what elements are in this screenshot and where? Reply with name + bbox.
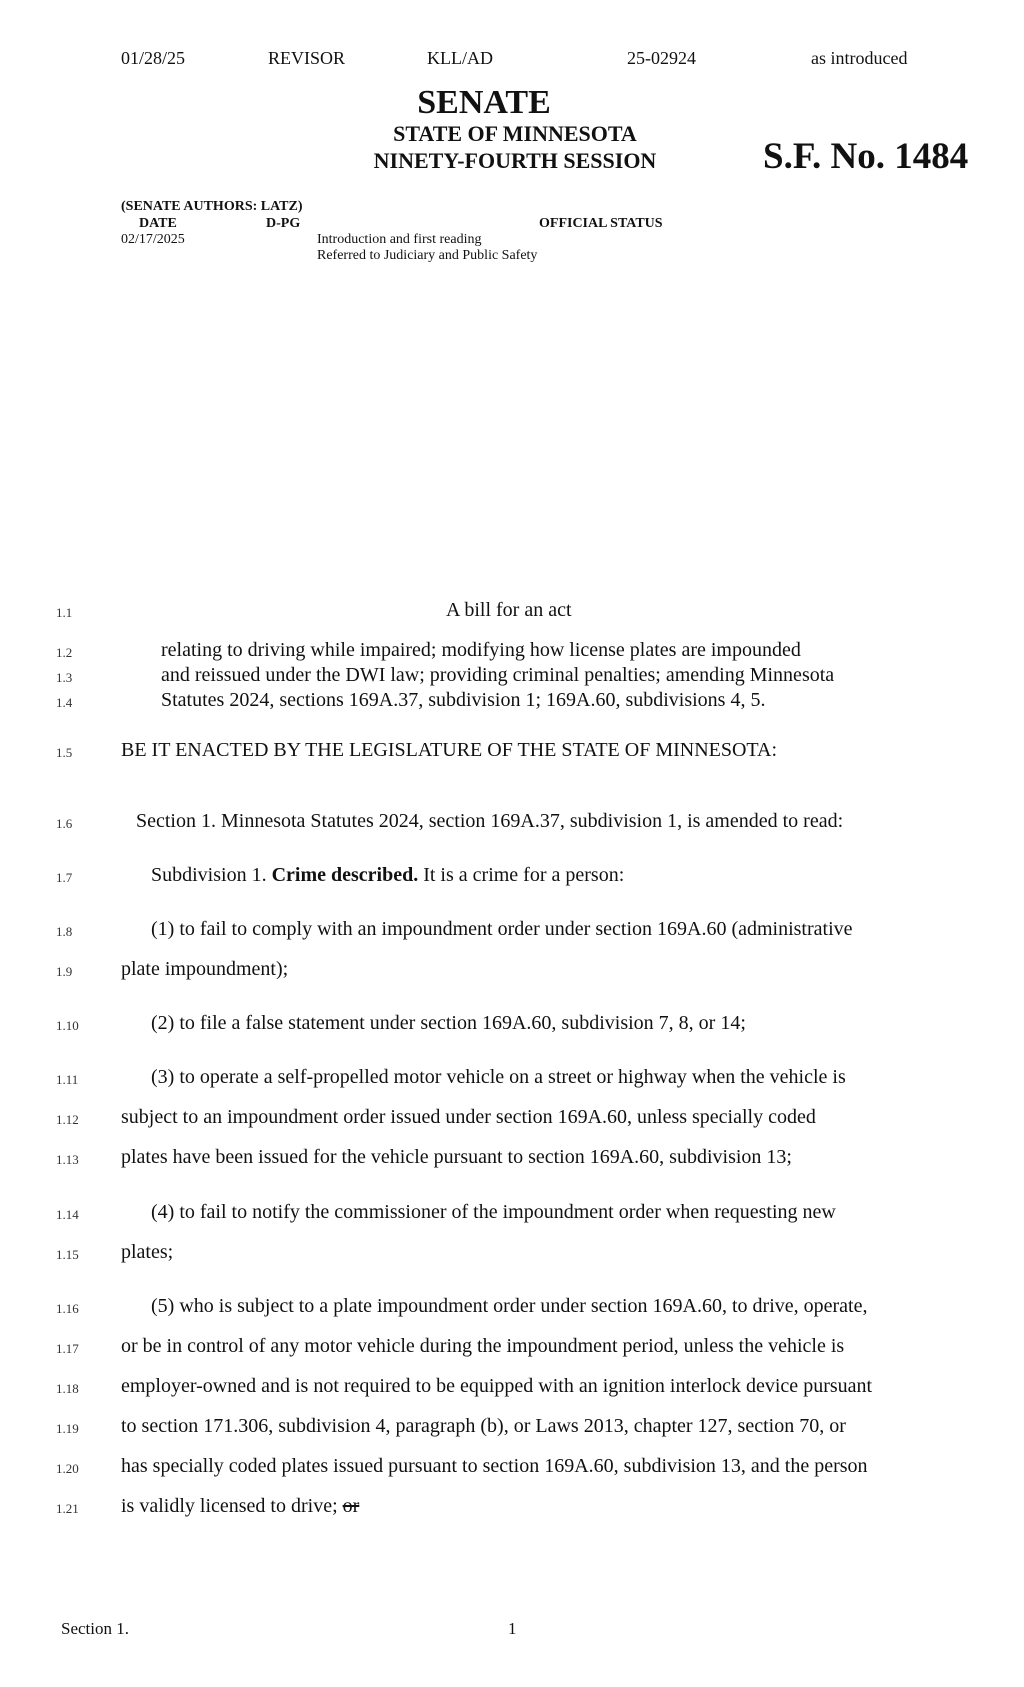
body-line: employer-owned and is not required to be equipped with an ignition interlock device pursuant bbox=[121, 1375, 873, 1397]
line-number: 1.18 bbox=[56, 1381, 79, 1396]
line-number: 1.14 bbox=[56, 1207, 79, 1222]
body-line: plate impoundment); bbox=[121, 958, 289, 980]
line-number: 1.9 bbox=[56, 964, 73, 979]
line-number: 1.7 bbox=[56, 870, 73, 885]
body-line: subject to an impoundment order issued under section 169A.60, unless specially coded bbox=[121, 1106, 816, 1128]
bill-number: S.F. No. 1484 bbox=[763, 136, 969, 177]
header-revisor: REVISOR bbox=[268, 48, 346, 68]
body-line bbox=[121, 1495, 359, 1518]
body-line: or be in control of any motor vehicle during the impoundment period, unless the vehicle is bbox=[121, 1335, 845, 1357]
header-date: 01/28/25 bbox=[121, 48, 186, 68]
senate-authors: (SENATE AUTHORS: LATZ) bbox=[121, 199, 303, 214]
subdivision-title: Crime described. bbox=[271, 864, 419, 886]
col-date: DATE bbox=[139, 216, 177, 231]
state-title: STATE OF MINNESOTA bbox=[393, 121, 637, 146]
senate-title: SENATE bbox=[417, 84, 551, 121]
col-official-status: OFFICIAL STATUS bbox=[539, 216, 663, 231]
line-number: 1.15 bbox=[56, 1247, 79, 1262]
body-line: (1) to fail to comply with an impoundment order under section 169A.60 (administrative bbox=[151, 918, 853, 940]
line-number: 1.4 bbox=[56, 695, 73, 710]
col-dpg: D-PG bbox=[266, 216, 301, 231]
body-line-text: is validly licensed to drive; bbox=[121, 1495, 338, 1517]
body-line: (2) to file a false statement under section 169A.60, subdivision 7, 8, or 14; bbox=[151, 1012, 746, 1034]
body-line: to section 171.306, subdivision 4, paragraph (b), or Laws 2013, chapter 127, section 70, or bbox=[121, 1415, 846, 1437]
line-number: 1.10 bbox=[56, 1018, 79, 1033]
subdivision-label: Subdivision 1. bbox=[151, 864, 272, 886]
bill-heading: A bill for an act bbox=[446, 599, 572, 621]
footer-section: Section 1. bbox=[61, 1619, 129, 1638]
line-number: 1.2 bbox=[56, 645, 73, 660]
line-number: 1.19 bbox=[56, 1421, 79, 1436]
body-line: (5) who is subject to a plate impoundment order under section 169A.60, to drive, operate, bbox=[151, 1295, 868, 1317]
line-number: 1.1 bbox=[56, 605, 73, 620]
line-number: 1.11 bbox=[56, 1072, 79, 1087]
header-status: as introduced bbox=[811, 48, 908, 68]
struck-text: or bbox=[342, 1495, 360, 1517]
line-number: 1.8 bbox=[56, 924, 73, 939]
title-line: relating to driving while impaired; modifying how license plates are impounded bbox=[161, 639, 801, 661]
section-heading: Section 1. Minnesota Statutes 2024, section 169A.37, subdivision 1, is amended to read: bbox=[136, 810, 844, 832]
subdivision-heading bbox=[151, 864, 624, 887]
header-doc-id: 25-02924 bbox=[627, 48, 696, 68]
session-title: NINETY-FOURTH SESSION bbox=[373, 148, 657, 173]
line-number: 1.20 bbox=[56, 1461, 79, 1476]
action-1: Introduction and first reading bbox=[317, 232, 482, 247]
body-line: has specially coded plates issued pursuant to section 169A.60, subdivision 13, and the person bbox=[121, 1455, 868, 1477]
page-number: 1 bbox=[508, 1619, 517, 1638]
line-number: 1.16 bbox=[56, 1301, 79, 1316]
title-line: and reissued under the DWI law; providing criminal penalties; amending Minnesota bbox=[161, 664, 835, 686]
body-line: (4) to fail to notify the commissioner of the impoundment order when requesting new bbox=[151, 1201, 836, 1223]
action-2: Referred to Judiciary and Public Safety bbox=[317, 248, 538, 263]
enacting-clause: BE IT ENACTED BY THE LEGISLATURE OF THE STATE OF MINNESOTA: bbox=[121, 739, 778, 761]
line-number: 1.3 bbox=[56, 670, 73, 685]
line-number: 1.12 bbox=[56, 1112, 79, 1127]
line-number: 1.13 bbox=[56, 1152, 79, 1167]
body-line: plates have been issued for the vehicle pursuant to section 169A.60, subdivision 13; bbox=[121, 1146, 792, 1168]
header-drafter: KLL/AD bbox=[427, 48, 493, 68]
body-line: (3) to operate a self-propelled motor vehicle on a street or highway when the vehicle is bbox=[151, 1066, 846, 1088]
subdivision-text: It is a crime for a person: bbox=[418, 864, 625, 886]
title-line: Statutes 2024, sections 169A.37, subdivision 1; 169A.60, subdivisions 4, 5. bbox=[161, 689, 766, 711]
body-line: plates; bbox=[121, 1241, 174, 1263]
line-number: 1.6 bbox=[56, 816, 73, 831]
entry-date: 02/17/2025 bbox=[121, 232, 185, 247]
line-number: 1.17 bbox=[56, 1341, 79, 1356]
line-number: 1.5 bbox=[56, 745, 73, 760]
line-number: 1.21 bbox=[56, 1501, 79, 1516]
